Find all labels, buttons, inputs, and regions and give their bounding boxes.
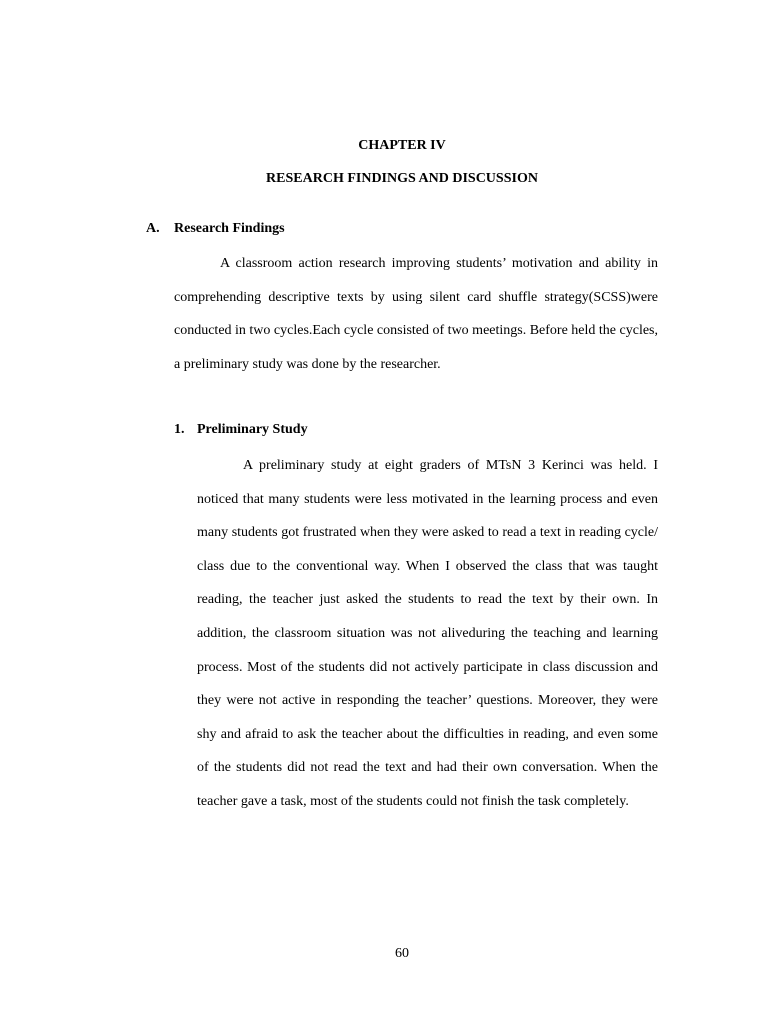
section-heading-research-findings — [146, 221, 285, 237]
chapter-number-label: CHAPTER IV — [358, 138, 446, 153]
chapter-title: RESEARCH FINDINGS AND DISCUSSION — [266, 171, 538, 186]
page-number: 60 — [395, 946, 409, 961]
preliminary-study-paragraph: A preliminary study at eight graders of MTsN 3 Kerinci was held. I noticed that many students were less motivated in the learning process and even many students got frustrated when they were asked to read a text in reading cycle/ class due to the conventional way. When I observed the class that was taught reading, the teacher just asked the students to read the text by their own. In addition, the classroom situation was not aliveduring the teaching and learning process. Most of the students did not actively participate in class discussion and they were not active in responding the teacher’ questions. Moreover, they were shy and afraid to ask the teacher about the difficulties in reading, and even some of the students did not read the text and had their own conversation. When the teacher gave a task, most of the students could not finish the task completely. — [197, 458, 658, 809]
subsection-heading-preliminary-study — [174, 422, 308, 438]
section-heading-text: Research Findings — [174, 221, 285, 236]
subsection-heading-text: Preliminary Study — [197, 422, 308, 437]
section-marker: A. — [146, 221, 160, 236]
subsection-marker: 1. — [174, 422, 185, 437]
intro-paragraph: A classroom action research improving students’ motivation and ability in comprehending descriptive texts by using silent card shuffle strategy(SCSS)were conducted in two cycles.Each cycle consisted of two meetings. Before held the cycles, a preliminary study was done by the researcher. — [174, 256, 658, 372]
